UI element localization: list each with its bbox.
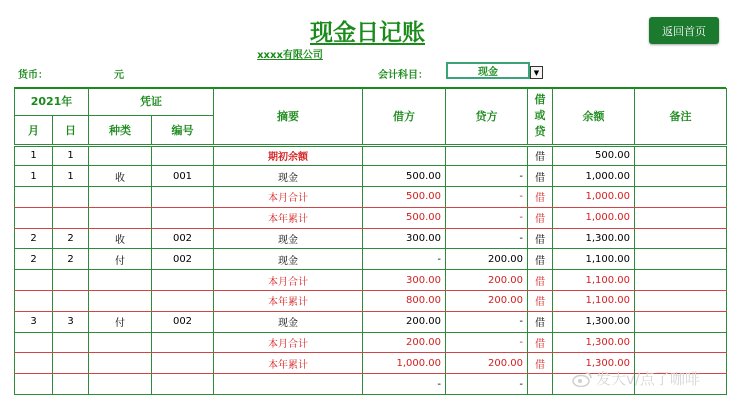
month-cell[interactable] (15, 207, 53, 228)
remark-header: 备注 (635, 88, 727, 145)
summary-cell[interactable] (214, 374, 363, 395)
month-cell[interactable] (15, 187, 53, 208)
type-cell[interactable] (89, 270, 152, 291)
day-cell[interactable]: 2 (53, 228, 89, 249)
number-cell[interactable] (152, 291, 214, 312)
account-label: 会计科目： (378, 70, 428, 81)
month-cell[interactable]: 2 (15, 228, 53, 249)
credit-cell[interactable]: - (446, 166, 528, 187)
number-cell[interactable]: 002 (152, 249, 214, 270)
number-cell[interactable]: 002 (152, 228, 214, 249)
currency-value: 元 (114, 70, 124, 81)
balance-cell[interactable]: 1,100.00 (553, 270, 635, 291)
summary-header: 摘要 (214, 88, 363, 145)
direction-cell[interactable]: 借 (528, 207, 553, 228)
balance-cell[interactable]: 1,300.00 (553, 228, 635, 249)
table-row (15, 270, 727, 291)
direction-cell[interactable]: 借 (528, 228, 553, 249)
type-cell[interactable] (89, 353, 152, 374)
debit-cell[interactable] (363, 145, 446, 166)
type-cell[interactable] (89, 332, 152, 353)
credit-cell[interactable]: - (446, 332, 528, 353)
debit-cell[interactable]: 200.00 (363, 311, 446, 332)
summary-cell[interactable]: 本年累计 (214, 291, 363, 312)
month-cell[interactable] (15, 374, 53, 395)
month-cell[interactable]: 1 (15, 145, 53, 166)
day-cell[interactable] (53, 291, 89, 312)
table-row (15, 249, 727, 270)
table-row (15, 145, 727, 166)
debit-cell[interactable]: - (363, 249, 446, 270)
remark-cell[interactable] (635, 332, 727, 353)
credit-header: 贷方 (446, 88, 528, 145)
summary-cell[interactable]: 本月合计 (214, 187, 363, 208)
debit-cell[interactable]: 1,000.00 (363, 353, 446, 374)
number-cell[interactable]: 001 (152, 166, 214, 187)
day-cell[interactable] (53, 374, 89, 395)
day-cell[interactable]: 1 (53, 166, 89, 187)
number-header: 编号 (152, 115, 214, 145)
month-cell[interactable] (15, 353, 53, 374)
type-cell[interactable]: 收 (89, 166, 152, 187)
direction-cell[interactable]: 借 (528, 291, 553, 312)
debit-cell[interactable]: 500.00 (363, 187, 446, 208)
table-row (15, 207, 727, 228)
remark-cell[interactable] (635, 291, 727, 312)
balance-cell[interactable]: 1,000.00 (553, 207, 635, 228)
summary-cell[interactable]: 期初余额 (214, 145, 363, 166)
day-cell[interactable] (53, 332, 89, 353)
number-cell[interactable] (152, 145, 214, 166)
debit-cell[interactable]: - (363, 374, 446, 395)
dropdown-arrow-icon[interactable]: ▼ (530, 66, 543, 79)
type-cell[interactable] (89, 207, 152, 228)
currency-label: 货币： (18, 70, 48, 81)
number-cell[interactable] (152, 374, 214, 395)
day-cell[interactable]: 1 (53, 145, 89, 166)
summary-cell[interactable]: 本年累计 (214, 353, 363, 374)
remark-cell[interactable] (635, 270, 727, 291)
number-cell[interactable] (152, 187, 214, 208)
day-cell[interactable] (53, 207, 89, 228)
debit-cell[interactable]: 500.00 (363, 166, 446, 187)
day-cell[interactable]: 3 (53, 311, 89, 332)
credit-cell[interactable]: 200.00 (446, 291, 528, 312)
table-row (15, 187, 727, 208)
credit-cell[interactable]: - (446, 187, 528, 208)
account-select[interactable]: 现金 (446, 62, 530, 79)
month-cell[interactable] (15, 270, 53, 291)
number-cell[interactable] (152, 270, 214, 291)
direction-cell[interactable]: 借 (528, 145, 553, 166)
debit-cell[interactable]: 200.00 (363, 332, 446, 353)
direction-cell[interactable]: 借 (528, 249, 553, 270)
month-cell[interactable] (15, 332, 53, 353)
credit-cell[interactable]: - (446, 207, 528, 228)
day-cell[interactable] (53, 187, 89, 208)
direction-cell[interactable]: 借 (528, 187, 553, 208)
number-cell[interactable] (152, 207, 214, 228)
debit-cell[interactable]: 800.00 (363, 291, 446, 312)
balance-cell[interactable]: 1,300.00 (553, 311, 635, 332)
table-row (15, 332, 727, 353)
debit-cell[interactable]: 300.00 (363, 270, 446, 291)
month-cell[interactable]: 3 (15, 311, 53, 332)
balance-cell[interactable]: 1,100.00 (553, 249, 635, 270)
direction-header: 借或贷 (528, 88, 553, 145)
balance-header: 余额 (553, 88, 635, 145)
credit-cell[interactable]: 200.00 (446, 270, 528, 291)
number-cell[interactable]: 002 (152, 311, 214, 332)
remark-cell[interactable] (635, 249, 727, 270)
type-cell[interactable] (89, 145, 152, 166)
year-header: 2021年 (15, 88, 89, 115)
day-header: 日 (53, 115, 89, 145)
summary-cell[interactable]: 本月合计 (214, 270, 363, 291)
credit-cell[interactable]: 200.00 (446, 249, 528, 270)
type-cell[interactable] (89, 374, 152, 395)
table-row (15, 291, 727, 312)
credit-cell[interactable]: - (446, 228, 528, 249)
summary-cell[interactable]: 本年累计 (214, 207, 363, 228)
direction-cell[interactable] (528, 374, 553, 395)
remark-cell[interactable] (635, 228, 727, 249)
weibo-icon (572, 371, 592, 387)
debit-cell[interactable]: 300.00 (363, 228, 446, 249)
month-cell[interactable]: 2 (15, 249, 53, 270)
credit-cell[interactable]: 200.00 (446, 353, 528, 374)
direction-cell[interactable]: 借 (528, 332, 553, 353)
direction-cell[interactable]: 借 (528, 166, 553, 187)
table-row (15, 166, 727, 187)
direction-cell[interactable]: 借 (528, 353, 553, 374)
back-home-button[interactable]: 返回首页 (649, 17, 719, 44)
voucher-header: 凭证 (89, 88, 214, 115)
summary-cell[interactable]: 本月合计 (214, 332, 363, 353)
remark-cell[interactable] (635, 145, 727, 166)
month-cell[interactable] (15, 291, 53, 312)
number-cell[interactable] (152, 353, 214, 374)
type-cell[interactable]: 付 (89, 311, 152, 332)
credit-cell[interactable]: - (446, 311, 528, 332)
balance-cell[interactable]: 1,000.00 (553, 166, 635, 187)
credit-cell[interactable]: - (446, 374, 528, 395)
month-header: 月 (15, 115, 53, 145)
summary-cell[interactable]: 现金 (214, 228, 363, 249)
type-cell[interactable]: 收 (89, 228, 152, 249)
summary-cell[interactable]: 现金 (214, 249, 363, 270)
direction-cell[interactable]: 借 (528, 311, 553, 332)
type-cell[interactable] (89, 291, 152, 312)
balance-cell[interactable]: 1,000.00 (553, 187, 635, 208)
balance-cell[interactable]: 500.00 (553, 145, 635, 166)
summary-cell[interactable]: 现金 (214, 166, 363, 187)
table-row (15, 228, 727, 249)
direction-cell[interactable]: 借 (528, 270, 553, 291)
watermark-text: 发大v/点了咖啡 (596, 370, 700, 388)
cash-journal-table (14, 88, 727, 395)
type-cell[interactable]: 付 (89, 249, 152, 270)
page-title: 现金日记账 (310, 20, 425, 46)
type-header: 种类 (89, 115, 152, 145)
credit-cell[interactable] (446, 145, 528, 166)
day-cell[interactable] (53, 353, 89, 374)
type-cell[interactable] (89, 187, 152, 208)
month-cell[interactable]: 1 (15, 166, 53, 187)
remark-cell[interactable] (635, 311, 727, 332)
balance-cell[interactable]: 1,300.00 (553, 353, 635, 374)
company-name: xxxx有限公司 (257, 50, 323, 61)
day-cell[interactable] (53, 270, 89, 291)
debit-header: 借方 (363, 88, 446, 145)
remark-cell[interactable] (635, 187, 727, 208)
remark-cell[interactable] (635, 207, 727, 228)
balance-cell[interactable]: 1,300.00 (553, 332, 635, 353)
remark-cell[interactable] (635, 166, 727, 187)
table-row (15, 311, 727, 332)
summary-cell[interactable]: 现金 (214, 311, 363, 332)
watermark (572, 368, 700, 389)
number-cell[interactable] (152, 332, 214, 353)
balance-cell[interactable]: 1,100.00 (553, 291, 635, 312)
debit-cell[interactable]: 500.00 (363, 207, 446, 228)
day-cell[interactable]: 2 (53, 249, 89, 270)
